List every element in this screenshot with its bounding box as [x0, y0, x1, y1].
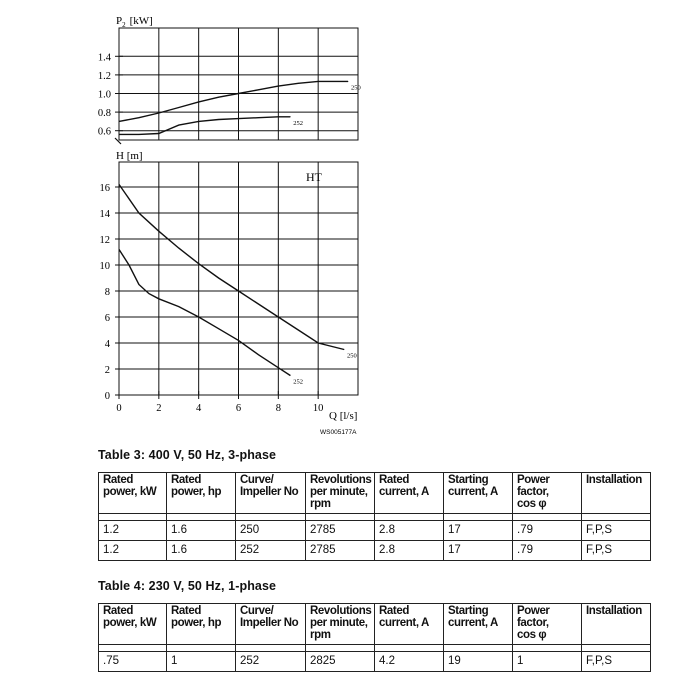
power-point-250 — [278, 86, 279, 87]
table4-header-cell: Starting current, A — [444, 604, 513, 645]
power-point-250 — [238, 93, 239, 94]
table3-cell: .79 — [513, 541, 582, 561]
flow-tick-label: 0 — [116, 403, 122, 414]
table3-cell: F,P,S — [582, 541, 651, 561]
table4-spacer-cell — [99, 645, 167, 652]
power-point-250 — [158, 113, 159, 114]
table3-cell: 2.8 — [375, 541, 444, 561]
table4-spacer-row — [99, 645, 651, 652]
head-point-252 — [258, 354, 259, 355]
head-chart-title: HT — [306, 170, 322, 184]
table3-header-cell: Installation — [582, 473, 651, 514]
table3-cell: 17 — [444, 521, 513, 541]
table4-cell: .75 — [99, 652, 167, 672]
flow-tick-label: 10 — [312, 403, 324, 414]
head-point-250 — [278, 317, 279, 318]
head-series-label-252: 252 — [293, 378, 304, 386]
head-point-252 — [218, 328, 219, 329]
head-point-252 — [139, 284, 140, 285]
table4-header-cell: Installation — [582, 604, 651, 645]
table4-header-cell: Power factor, cos φ — [513, 604, 582, 645]
table3-cell: 2785 — [306, 541, 375, 561]
table4-header-cell: Rated power, hp — [167, 604, 236, 645]
power-point-252 — [139, 134, 140, 135]
power-curve-252 — [119, 117, 290, 135]
power-point-250 — [348, 81, 349, 82]
power-point-252 — [158, 133, 159, 134]
table4-cell: 1 — [513, 652, 582, 672]
table3 — [98, 472, 651, 561]
head-point-250 — [198, 263, 199, 264]
power-point-252 — [178, 125, 179, 126]
power-point-252 — [198, 121, 199, 122]
power-point-252 — [238, 118, 239, 119]
flow-axis-ticks — [116, 391, 323, 414]
table3-spacer-cell — [444, 514, 513, 521]
head-point-250 — [298, 330, 299, 331]
table4-spacer-cell — [582, 645, 651, 652]
table4 — [98, 603, 651, 672]
table4-spacer-cell — [306, 645, 375, 652]
flow-tick-label: 2 — [156, 403, 162, 414]
table3-cell: 1.6 — [167, 521, 236, 541]
table3-spacer-cell — [167, 514, 236, 521]
power-tick-label: 1.4 — [97, 52, 111, 64]
flow-tick-label: 8 — [275, 403, 281, 414]
table3-title: Table 3: 400 V, 50 Hz, 3-phase — [98, 448, 277, 462]
head-tick-label: 6 — [104, 313, 110, 324]
power-tick-label: 0.6 — [97, 126, 111, 138]
table4-cell: 252 — [236, 652, 306, 672]
head-point-252 — [129, 265, 130, 266]
table3-cell: 2785 — [306, 521, 375, 541]
table4-header-cell: Revolutions per minute, rpm — [306, 604, 375, 645]
table4-spacer-cell — [513, 645, 582, 652]
table4-cell: F,P,S — [582, 652, 651, 672]
flow-tick-label: 6 — [235, 403, 242, 414]
table3-spacer-row — [99, 514, 651, 521]
table4-header-cell: Rated current, A — [375, 604, 444, 645]
head-tick-label: 2 — [104, 365, 110, 376]
power-tick-label: 0.8 — [97, 108, 111, 120]
table3-header-cell: Revolutions per minute, rpm — [306, 473, 375, 514]
table3-header-cell: Rated power, hp — [167, 473, 236, 514]
head-tick-label: 10 — [99, 261, 110, 272]
table3-cell: 250 — [236, 521, 306, 541]
head-point-252 — [119, 249, 120, 250]
table3-spacer-cell — [236, 514, 306, 521]
head-point-250 — [318, 343, 319, 344]
power-point-252 — [290, 116, 291, 117]
table4-title: Table 4: 230 V, 50 Hz, 1-phase — [98, 579, 277, 593]
power-curve-250 — [119, 81, 348, 121]
power-point-250 — [218, 97, 219, 98]
table3-spacer-cell — [582, 514, 651, 521]
table4-header-cell: Curve/ Impeller No — [236, 604, 306, 645]
power-point-250 — [178, 107, 179, 108]
head-point-250 — [178, 248, 179, 249]
head-point-250 — [139, 213, 140, 214]
head-point-252 — [238, 340, 239, 341]
table3-cell: 17 — [444, 541, 513, 561]
table3-cell: .79 — [513, 521, 582, 541]
power-curves — [119, 81, 361, 135]
table3-header-row — [99, 473, 651, 514]
table4-spacer-cell — [236, 645, 306, 652]
table3-spacer-cell — [375, 514, 444, 521]
power-series-label-252: 252 — [293, 119, 304, 127]
table4-row — [99, 652, 651, 672]
head-point-252 — [148, 293, 149, 294]
table3-spacer-cell — [306, 514, 375, 521]
head-tick-label: 8 — [104, 287, 110, 298]
power-axis-break — [115, 138, 121, 144]
table4-cell: 19 — [444, 652, 513, 672]
table3-cell: 1.2 — [99, 521, 167, 541]
head-tick-label: 0 — [104, 391, 110, 402]
power-point-252 — [278, 116, 279, 117]
drawing-code: WS005177A — [320, 429, 357, 436]
table4-spacer-cell — [167, 645, 236, 652]
table3-row — [99, 521, 651, 541]
table4-spacer-cell — [444, 645, 513, 652]
flow-tick-label: 4 — [196, 403, 202, 414]
power-point-250 — [139, 117, 140, 118]
table4-cell: 1 — [167, 652, 236, 672]
table4-spacer-cell — [375, 645, 444, 652]
power-point-250 — [258, 89, 259, 90]
head-point-250 — [158, 231, 159, 232]
head-point-252 — [278, 367, 279, 368]
power-point-250 — [198, 101, 199, 102]
table3-header-cell: Starting current, A — [444, 473, 513, 514]
table4-header-cell: Rated power, kW — [99, 604, 167, 645]
head-point-252 — [178, 306, 179, 307]
head-tick-label: 4 — [104, 339, 110, 350]
table4-cell: 4.2 — [375, 652, 444, 672]
power-tick-label: 1.0 — [97, 89, 111, 101]
table3-cell: 1.2 — [99, 541, 167, 561]
head-series-label-250: 250 — [347, 352, 357, 360]
table3-header-cell: Power factor, cos φ — [513, 473, 582, 514]
head-chart-grid — [119, 162, 358, 395]
head-point-250 — [344, 349, 345, 350]
power-tick-label: 1.2 — [97, 70, 111, 82]
head-point-250 — [238, 291, 239, 292]
power-point-252 — [119, 134, 120, 135]
head-point-252 — [290, 375, 291, 376]
table3-cell: F,P,S — [582, 521, 651, 541]
power-point-250 — [119, 121, 120, 122]
head-curve-250 — [119, 184, 344, 349]
head-tick-label: 16 — [99, 183, 110, 194]
power-point-252 — [258, 117, 259, 118]
head-point-252 — [198, 317, 199, 318]
power-series-label-250: 250 — [351, 84, 361, 92]
head-point-252 — [158, 298, 159, 299]
table3-header-cell: Rated current, A — [375, 473, 444, 514]
table3-cell: 1.6 — [167, 541, 236, 561]
power-chart-grid — [115, 28, 358, 144]
table3-row — [99, 541, 651, 561]
head-tick-label: 14 — [99, 209, 110, 220]
head-point-250 — [218, 278, 219, 279]
table3-spacer-cell — [513, 514, 582, 521]
head-point-250 — [119, 184, 120, 185]
power-point-252 — [218, 119, 219, 120]
table3-cell: 252 — [236, 541, 306, 561]
power-axis-label: $P_2$ [kW] — [116, 15, 153, 29]
head-tick-label: 12 — [99, 235, 110, 246]
power-point-250 — [298, 83, 299, 84]
power-point-250 — [318, 81, 319, 82]
flow-axis-label: Q [l/s] — [329, 410, 358, 422]
table4-cell: 2825 — [306, 652, 375, 672]
head-axis-label: H [m] — [116, 150, 143, 162]
table3-header-cell: Rated power, kW — [99, 473, 167, 514]
table3-cell: 2.8 — [375, 521, 444, 541]
head-curves — [119, 184, 357, 386]
table4-header-row — [99, 604, 651, 645]
table3-spacer-cell — [99, 514, 167, 521]
table3-header-cell: Curve/ Impeller No — [236, 473, 306, 514]
head-point-250 — [258, 304, 259, 305]
